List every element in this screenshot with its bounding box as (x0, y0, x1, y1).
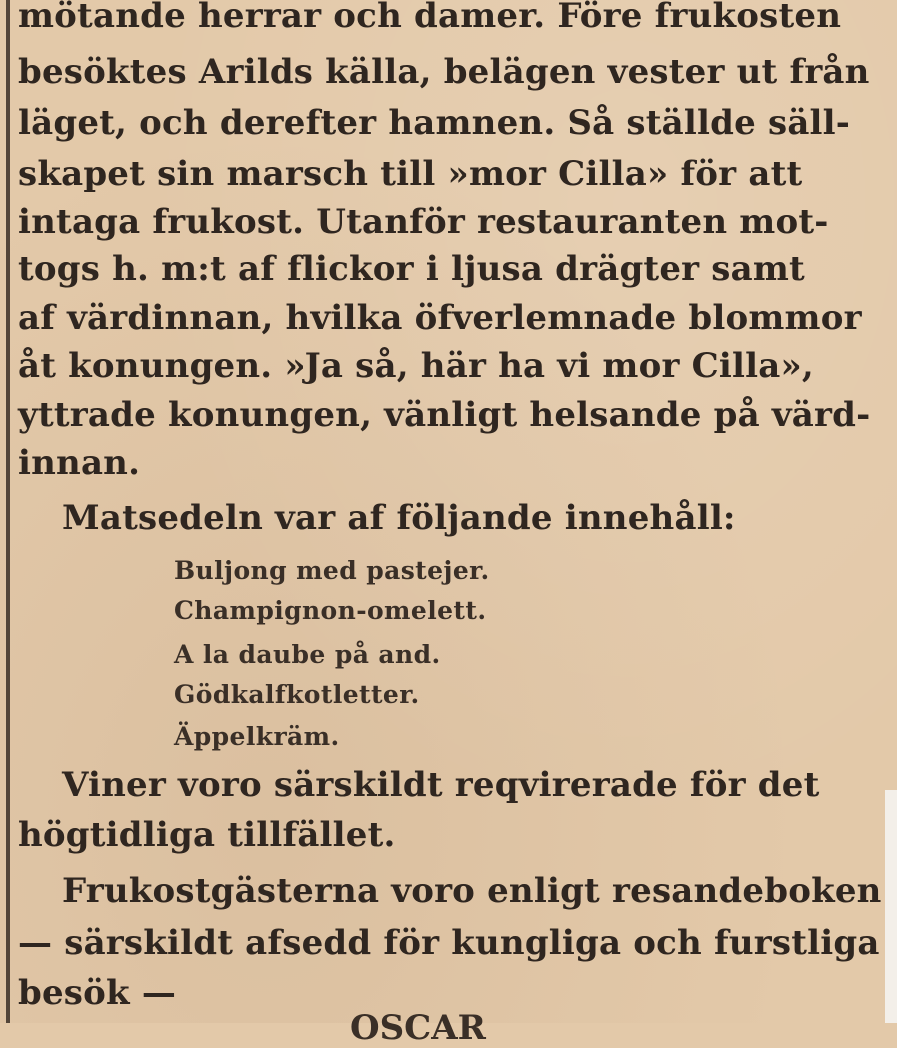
article-line: innan. (18, 443, 141, 483)
article-line: af värdinnan, hvilka öfverlemnade blommor (18, 298, 862, 338)
article-line: yttrade konungen, vänligt helsande på värd- (18, 395, 871, 435)
column-rule (6, 0, 10, 1023)
article-line: åt konungen. »Ja så, här ha vi mor Cilla», (18, 346, 814, 386)
article-line: högtidliga tillfället. (18, 815, 396, 855)
article-line: Frukostgästerna voro enligt resandeboken (62, 871, 882, 911)
menu-heading: Matsedeln var af följande innehåll: (62, 498, 736, 538)
article-line: mötande herrar och damer. Före frukosten (18, 0, 842, 36)
cut-off-line: OSCAR (350, 1008, 486, 1048)
article-line: — särskildt afsedd för kungliga och furstliga (18, 923, 880, 963)
menu-item: Champignon-omelett. (174, 596, 487, 625)
article-line: läget, och derefter hamnen. Så ställde säll- (18, 103, 851, 143)
article-line: togs h. m:t af flickor i ljusa drägter samt (18, 249, 805, 289)
article-line: skapet sin marsch till »mor Cilla» för att (18, 154, 803, 194)
menu-item: A la daube på and. (174, 640, 441, 669)
menu-item: Äppelkräm. (174, 722, 340, 751)
menu-item: Gödkalfkotletter. (174, 680, 420, 709)
article-line: besöktes Arilds källa, belägen vester ut från (18, 52, 870, 92)
article-line: Viner voro särskildt reqvirerade för det (62, 765, 820, 805)
menu-item: Buljong med pastejer. (174, 556, 490, 585)
article-line: intaga frukost. Utanför restauranten mot- (18, 202, 829, 242)
page-edge (885, 790, 897, 1023)
article-line: besök — (18, 973, 177, 1013)
